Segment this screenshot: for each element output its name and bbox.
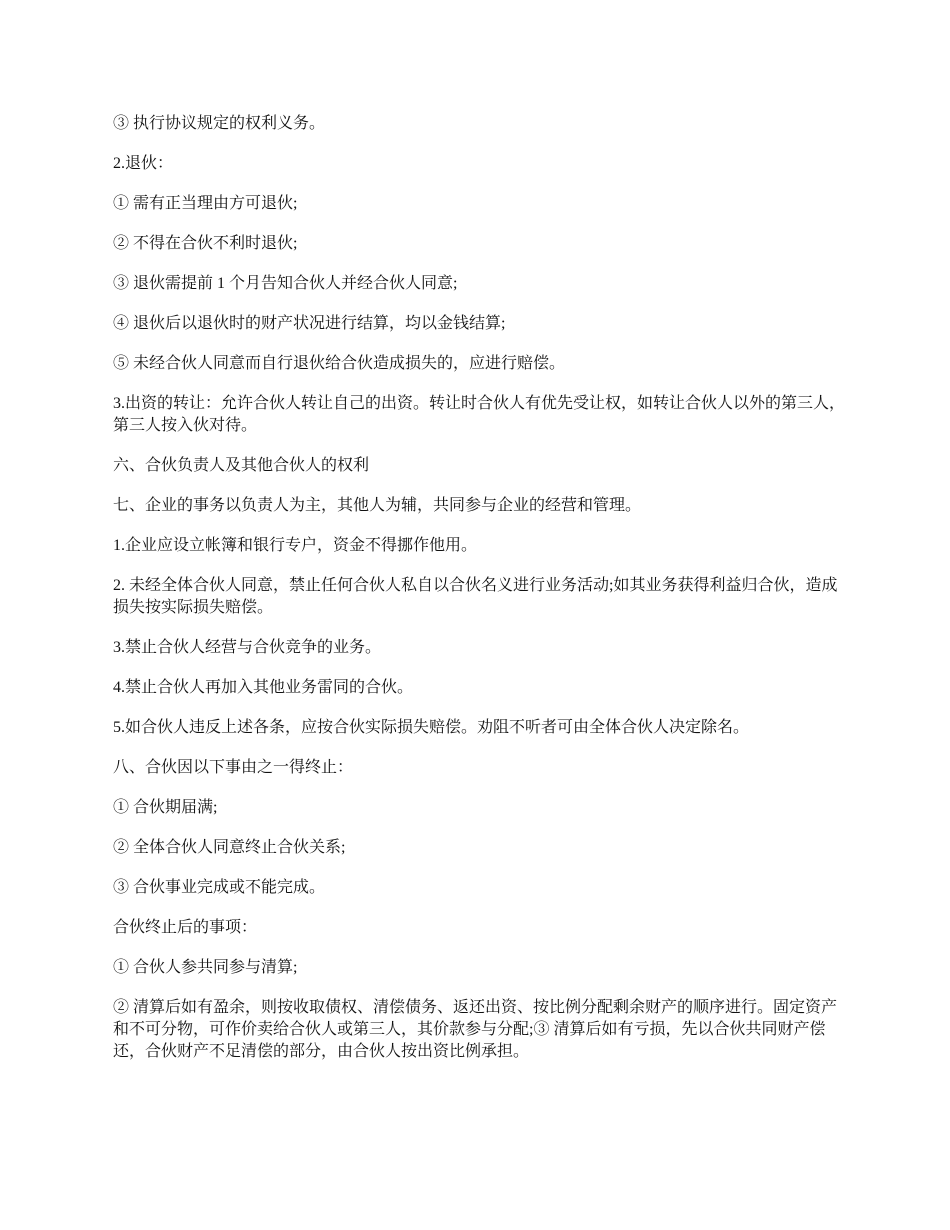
document-body [113,113,848,1081]
paragraph-rule-3: 3.禁止合伙人经营与合伙竞争的业务。 [113,639,382,656]
paragraph-rule-5: 5.如合伙人违反上述各条，应按合伙实际损失赔偿。劝阻不听者可由全体合伙人决定除名。 [113,719,750,736]
paragraph-withdrawal-5: ⑤ 未经合伙人同意而自行退伙给合伙造成损失的，应进行赔偿。 [113,355,566,372]
section-heading-6: 六、合伙负责人及其他合伙人的权利 [113,457,370,474]
paragraph-rule-4: 4.禁止合伙人再加入其他业务雷同的合伙。 [113,679,414,696]
paragraph-withdrawal-3: ③ 退伙需提前 1 个月告知合伙人并经合伙人同意; [113,275,458,292]
paragraph-termination-1: ① 合伙期届满; [113,799,218,816]
section-heading-7: 七、企业的事务以负责人为主，其他人为辅，共同参与企业的经营和管理。 [113,497,642,514]
paragraph-withdrawal-2: ② 不得在合伙不利时退伙; [113,235,298,252]
paragraph-post-termination-1: ① 合伙人参共同参与清算; [113,959,298,976]
paragraph-rule-2: 2. 未经全体合伙人同意，禁止任何合伙人私自以合伙名义进行业务活动;如其业务获得利益归合伙，造成损失按实际损失赔偿。 [113,577,838,616]
paragraph-rule-1: 1.企业应设立帐簿和银行专户，资金不得挪作他用。 [113,537,478,554]
paragraph-termination-3: ③ 合伙事业完成或不能完成。 [113,879,326,896]
paragraph-post-termination-2: ② 清算后如有盈余，则按收取债权、清偿债务、返还出资、按比例分配剩余财产的顺序进行。固定资产和不可分物，可作价卖给合伙人或第三人，其价款参与分配;③ 清算后如有亏损，先以合伙共同财产偿还，合伙财产不足清偿的部分，由合伙人按出资比例承担。 [113,999,838,1060]
paragraph-clause-3-duties: ③ 执行协议规定的权利义务。 [113,115,326,132]
paragraph-withdrawal-heading: 2.退伙： [113,155,174,172]
paragraph-capital-transfer: 3.出资的转让：允许合伙人转让自己的出资。转让时合伙人有优先受让权，如转让合伙人以外的第三人，第三人按入伙对待。 [113,395,846,434]
paragraph-post-termination-heading: 合伙终止后的事项： [113,919,258,936]
paragraph-withdrawal-1: ① 需有正当理由方可退伙; [113,195,298,212]
paragraph-termination-2: ② 全体合伙人同意终止合伙关系; [113,839,346,856]
section-heading-8: 八、合伙因以下事由之一得终止： [113,759,354,776]
paragraph-withdrawal-4: ④ 退伙后以退伙时的财产状况进行结算，均以金钱结算; [113,315,506,332]
